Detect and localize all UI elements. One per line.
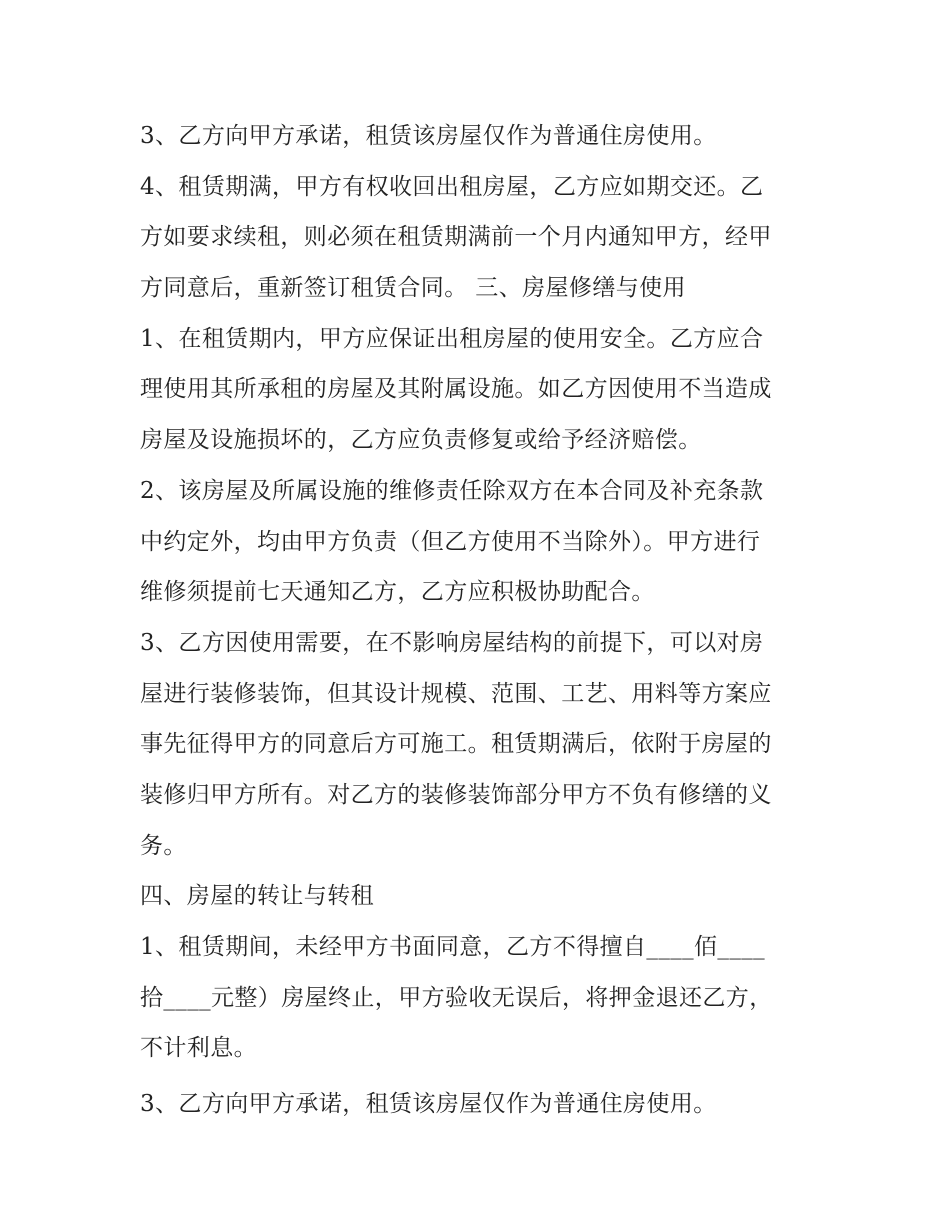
text-line-2: 4、租赁期满，甲方有权收回出租房屋，乙方应如期交还。乙 (140, 173, 764, 200)
text-line-8: 2、该房屋及所属设施的维修责任除双方在本合同及补充条款 (140, 477, 764, 504)
text-line-1: 3、乙方向甲方承诺，租赁该房屋仅作为普通住房使用。 (140, 123, 717, 149)
text-line-5: 1、在租赁期内，甲方应保证出租房屋的使用安全。乙方应合 (140, 325, 764, 352)
text-line-6: 理使用其所承租的房屋及其附属设施。如乙方因使用不当造成 (140, 376, 772, 403)
text-line-11: 3、乙方因使用需要，在不影响房屋结构的前提下，可以对房 (140, 629, 764, 656)
text-line-14: 装修归甲方所有。对乙方的装修装饰部分甲方不负有修缮的义 (140, 781, 772, 808)
text-line-16: 四、房屋的转让与转租 (140, 883, 374, 910)
text-line-3: 方如要求续租，则必须在租赁期满前一个月内通知甲方，经甲 (140, 224, 772, 251)
text-line-20: 3、乙方向甲方承诺，租赁该房屋仅作为普通住房使用。 (140, 1091, 717, 1118)
text-line-9: 中约定外，均由甲方负责（但乙方使用不当除外）。甲方进行 (140, 528, 761, 555)
text-line-13: 事先征得甲方的同意后方可施工。租赁期满后，依附于房屋的 (140, 731, 772, 758)
text-line-15: 务。 (140, 832, 187, 859)
text-line-7: 房屋及设施损坏的，乙方应负责修复或给予经济赔偿。 (140, 427, 702, 454)
text-line-18: 拾____元整）房屋终止，甲方验收无误后，将押金退还乙方， (140, 984, 773, 1011)
text-line-10: 维修须提前七天通知乙方，乙方应积极协助配合。 (140, 579, 655, 606)
text-line-4: 方同意后，重新签订租赁合同。 三、房屋修缮与使用 (140, 275, 686, 302)
text-line-12: 屋进行装修装饰，但其设计规模、范围、工艺、用料等方案应 (140, 680, 772, 707)
text-line-19: 不计利息。 (140, 1035, 257, 1062)
text-line-17: 1、租赁期间，未经甲方书面同意，乙方不得擅自____佰____ (140, 934, 766, 960)
document-page (140, 111, 812, 1130)
